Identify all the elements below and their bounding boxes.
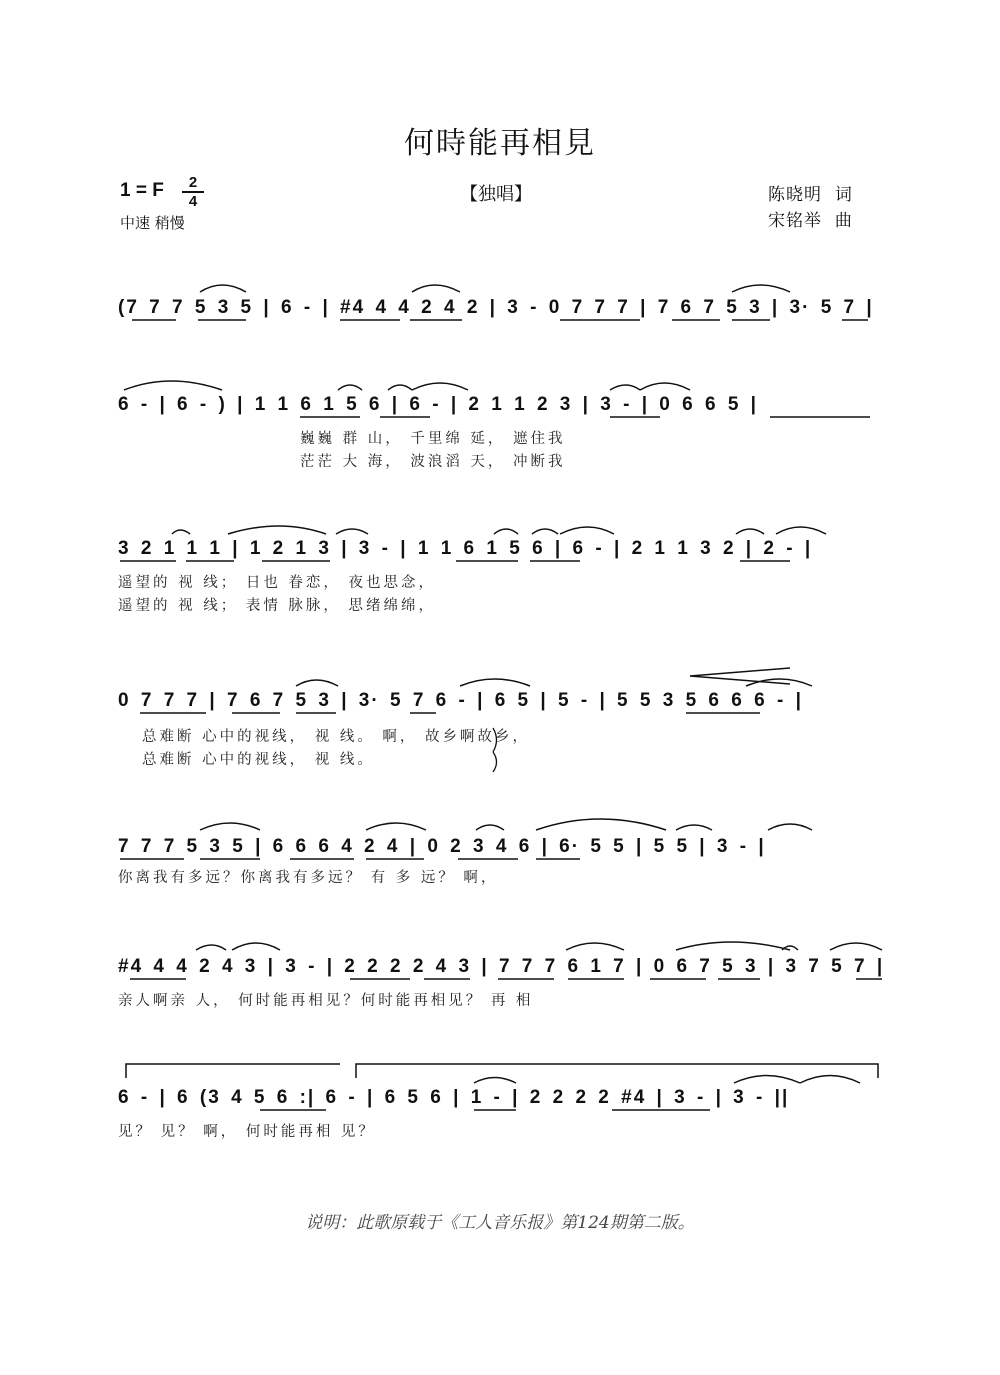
slur bbox=[610, 385, 640, 390]
score-line-4-lyrics-verse-1: 总难断 心中的视线， 视 线。 啊， 故乡啊故乡， bbox=[142, 729, 531, 745]
slur bbox=[474, 1078, 516, 1084]
score-line-4-lyrics-verse-2: 总难断 心中的视线， 视 线。 bbox=[142, 752, 375, 768]
verse-brace bbox=[493, 728, 497, 772]
slur bbox=[296, 680, 338, 686]
score-line-5-lyrics: 你离我有多远？你离我有多远？ 有 多 远？ 啊， bbox=[118, 870, 499, 886]
slur bbox=[734, 1076, 800, 1084]
slur bbox=[476, 825, 504, 830]
time-signature-top: 2 bbox=[188, 174, 198, 191]
composer-name: 宋铭举 bbox=[768, 211, 822, 231]
slur bbox=[736, 529, 764, 534]
slur bbox=[494, 529, 518, 534]
slur bbox=[124, 381, 222, 390]
slur bbox=[536, 819, 666, 830]
slur bbox=[676, 825, 712, 830]
score-line-3-lyrics-verse-2: 遥望的 视 线； 表情 脉脉， 思绪绵绵， bbox=[118, 598, 437, 614]
slur bbox=[560, 527, 614, 534]
score-line-5-notes: 7 7 7 5 3 5 | 6 6 6 4 2 4 | 0 2 3 4 6 | 6· 5 5 | 5 5 | 3 - | bbox=[118, 836, 766, 857]
score-line-6-lyrics: 亲人啊亲 人， 何时能再相见？何时能再相见？ 再 相 bbox=[118, 993, 534, 1009]
volta-bracket bbox=[356, 1064, 878, 1078]
score-line-1-notes: (7 7 7 5 3 5 | 6 - | #4 4 4 2 4 2 | 3 - 0 7 7 7 | 7 6 7 5 3 | 3· 5 7 | bbox=[118, 297, 874, 318]
score-line-3-notes: 3 2 1 1 1 | 1 2 1 3 | 3 - | 1 1 6 1 5 6 | 6 - | 2 1 1 3 2 | 2 - | bbox=[118, 538, 813, 559]
key-signature: 1 = F bbox=[120, 180, 164, 201]
score-line-2-lyrics-verse-1: 巍巍 群 山， 千里绵 延， 遮住我 bbox=[300, 431, 566, 447]
song-title: 何時能再相見 bbox=[404, 126, 596, 161]
slur bbox=[640, 383, 690, 390]
slur bbox=[676, 942, 790, 950]
score-line-4-notes: 0 7 7 7 | 7 6 7 5 3 | 3· 5 7 6 - | 6 5 | 5 - | 5 5 3 5 6 6 6 - | bbox=[118, 690, 803, 711]
slur bbox=[768, 824, 812, 830]
slur bbox=[566, 943, 624, 950]
slur bbox=[800, 1076, 860, 1084]
lyricist-name: 陈晓明 bbox=[768, 185, 822, 205]
slur bbox=[172, 530, 190, 534]
slur bbox=[196, 945, 226, 950]
slur bbox=[460, 679, 530, 686]
score-line-2-lyrics-verse-2: 茫茫 大 海， 波浪滔 天， 冲断我 bbox=[300, 454, 566, 470]
slur bbox=[200, 823, 260, 830]
score-line-2-notes: 6 - | 6 - ) | 1 1 6 1 5 6 | 6 - | 2 1 1 2 3 | 3 - | 0 6 6 5 | bbox=[118, 394, 758, 415]
footnote: 说明：此歌原载于《工人音乐报》第124期第二版。 bbox=[305, 1213, 695, 1233]
slur bbox=[830, 943, 882, 950]
slur bbox=[412, 285, 460, 292]
tempo-marking: 中速 稍慢 bbox=[120, 214, 185, 232]
lyricist-role: 词 bbox=[834, 185, 853, 205]
score-line-3-lyrics-verse-1: 遥望的 视 线； 日也 眷恋， 夜也思念， bbox=[118, 575, 437, 591]
slur bbox=[338, 385, 362, 390]
crescendo bbox=[690, 668, 790, 684]
slur bbox=[412, 383, 468, 390]
score-line-6-notes: #4 4 4 2 4 3 | 3 - | 2 2 2 2 4 3 | 7 7 7 6 1 7 | 0 6 7 5 3 | 3 7 5 7 | bbox=[118, 956, 885, 977]
slur bbox=[388, 385, 412, 390]
slur bbox=[366, 823, 426, 830]
slur bbox=[532, 529, 558, 534]
volta-bracket bbox=[126, 1064, 340, 1078]
slur bbox=[732, 285, 790, 292]
score-line-7-lyrics: 见？ 见？ 啊， 何时能再相 见？ bbox=[118, 1124, 376, 1140]
performance-marking: 【独唱】 bbox=[460, 184, 532, 205]
slur bbox=[228, 526, 326, 534]
slur bbox=[336, 529, 368, 534]
time-signature-bottom: 4 bbox=[188, 193, 198, 210]
composer-role: 曲 bbox=[834, 211, 853, 231]
score-line-7-notes: 6 - | 6 (3 4 5 6 :| 6 - | 6 5 6 | 1 - | 2 2 2 2 #4 | 3 - | 3 - || bbox=[118, 1087, 790, 1108]
slur bbox=[232, 943, 280, 950]
slur bbox=[200, 285, 246, 292]
slur bbox=[776, 527, 826, 534]
